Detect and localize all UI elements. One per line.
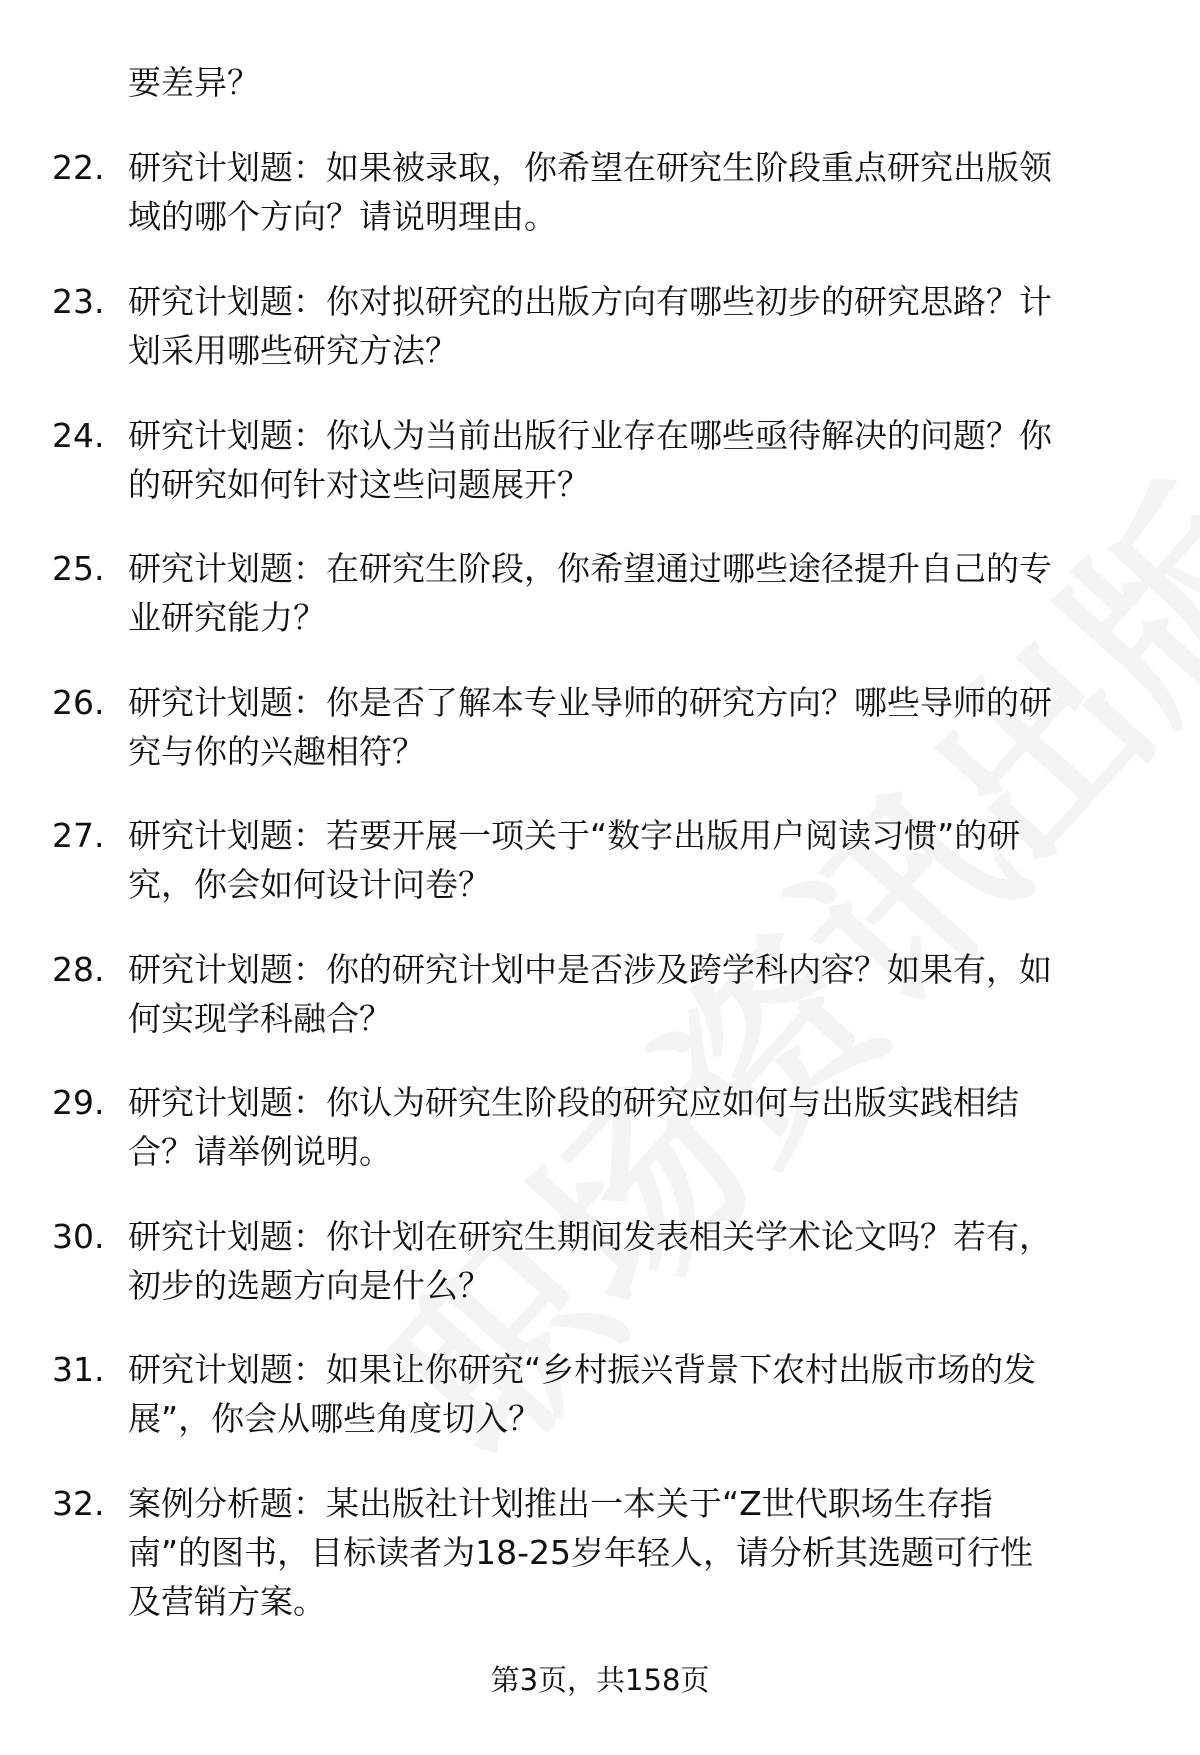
question-number: 31. [52, 1350, 105, 1389]
question-line: 研究计划题：如果被录取，你希望在研究生阶段重点研究出版领 [128, 148, 1052, 187]
question-text [128, 678, 1138, 776]
question-text [128, 143, 1138, 241]
question-line: 何实现学科融合？ [128, 999, 392, 1038]
question-line: 研究计划题：你对拟研究的出版方向有哪些初步的研究思路？计 [128, 282, 1052, 321]
question-line: 研究计划题：你是否了解本专业导师的研究方向？哪些导师的研 [128, 683, 1052, 722]
question-line: 合？请举例说明。 [128, 1132, 392, 1171]
question-number: 28. [52, 950, 105, 989]
question-line: 业研究能力？ [128, 598, 326, 637]
question-text [128, 1479, 1138, 1626]
question-number: 23. [52, 282, 105, 321]
question-text [128, 544, 1138, 642]
question-text [128, 945, 1138, 1043]
question-number: 29. [52, 1083, 105, 1122]
continuation-text: 要差异？ [128, 63, 260, 102]
question-line: 研究计划题：你认为当前出版行业存在哪些亟待解决的问题？你 [128, 416, 1052, 455]
question-line: 案例分析题：某出版社计划推出一本关于“Z世代职场生存指 [128, 1484, 993, 1523]
question-text [128, 1345, 1138, 1443]
question-line: 展”，你会从哪些角度切入？ [128, 1399, 542, 1438]
question-line: 及营销方案。 [128, 1582, 326, 1621]
question-line: 南”的图书，目标读者为18-25岁年轻人，请分析其选题可行性 [128, 1533, 1033, 1572]
question-line: 域的哪个方向？请说明理由。 [128, 197, 557, 236]
question-number: 24. [52, 416, 105, 455]
page-footer: 第3页，共158页 [490, 1663, 710, 1697]
question-text [128, 411, 1138, 509]
question-number: 32. [52, 1484, 105, 1523]
question-number: 27. [52, 816, 105, 855]
question-number: 25. [52, 549, 105, 588]
question-line: 究与你的兴趣相符？ [128, 732, 425, 771]
question-number: 26. [52, 683, 105, 722]
question-line: 划采用哪些研究方法？ [128, 331, 458, 370]
question-line: 研究计划题：如果让你研究“乡村振兴背景下农村出版市场的发 [128, 1350, 1037, 1389]
question-line: 研究计划题：在研究生阶段，你希望通过哪些途径提升自己的专 [128, 549, 1052, 588]
question-text [128, 1212, 1138, 1310]
question-line: 研究计划题：若要开展一项关于“数字出版用户阅读习惯”的研 [128, 816, 1021, 855]
question-line: 研究计划题：你计划在研究生期间发表相关学术论文吗？若有， [128, 1217, 1052, 1256]
question-text [128, 1078, 1138, 1176]
question-number: 30. [52, 1217, 105, 1256]
question-line: 初步的选题方向是什么？ [128, 1266, 491, 1305]
question-line: 研究计划题：你的研究计划中是否涉及跨学科内容？如果有，如 [128, 950, 1052, 989]
question-number: 22. [52, 148, 105, 187]
question-line: 研究计划题：你认为研究生阶段的研究应如何与出版实践相结 [128, 1083, 1019, 1122]
question-text [128, 277, 1138, 375]
question-line: 的研究如何针对这些问题展开？ [128, 465, 590, 504]
question-line: 究，你会如何设计问卷？ [128, 865, 491, 904]
question-text [128, 811, 1138, 909]
